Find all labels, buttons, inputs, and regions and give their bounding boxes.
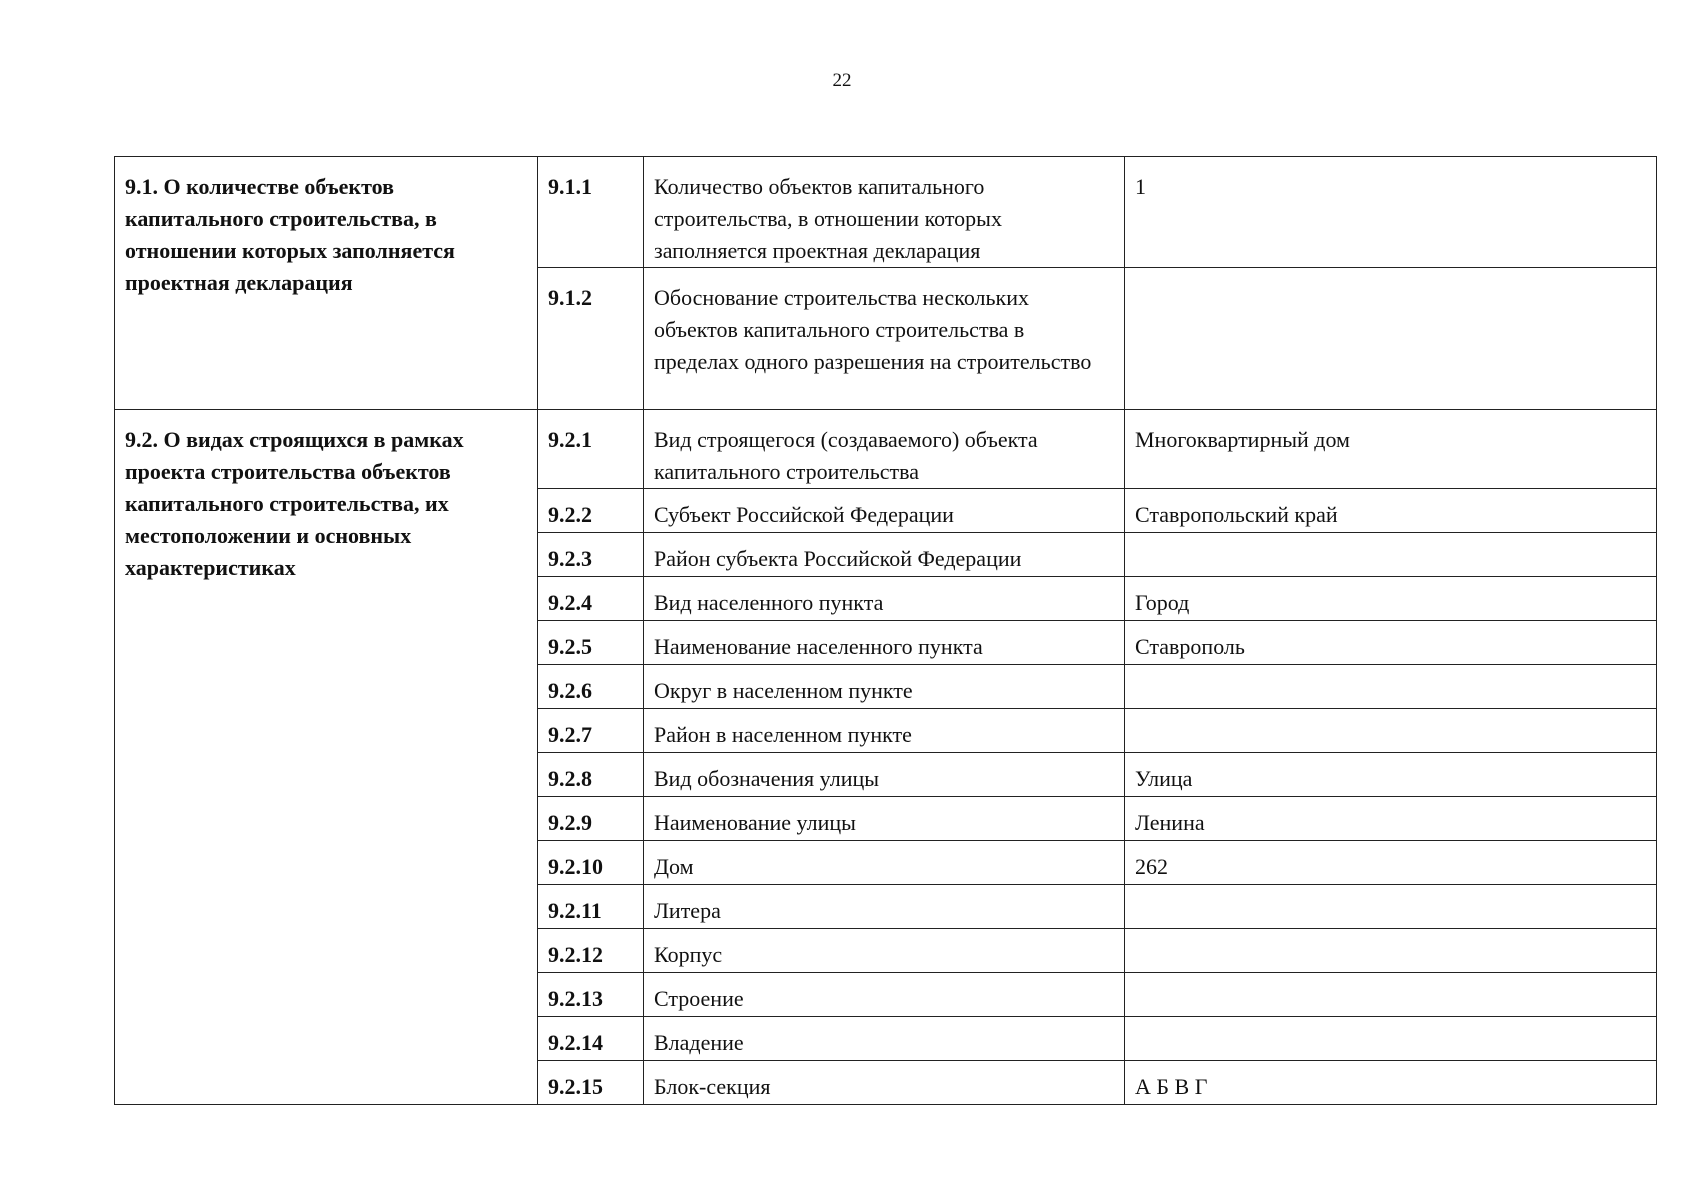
row-code: 9.2.4 (538, 577, 644, 621)
row-value (1125, 533, 1657, 577)
row-label: Округ в населенном пункте (644, 665, 1125, 709)
row-value (1125, 885, 1657, 929)
row-label: Владение (644, 1017, 1125, 1061)
row-label: Вид обозначения улицы (644, 753, 1125, 797)
row-value: 1 (1125, 157, 1657, 268)
row-label: Блок-секция (644, 1061, 1125, 1105)
row-code: 9.2.2 (538, 489, 644, 533)
row-code: 9.2.5 (538, 621, 644, 665)
row-label: Наименование улицы (644, 797, 1125, 841)
row-code: 9.2.7 (538, 709, 644, 753)
table-row (115, 410, 1657, 489)
row-value: Город (1125, 577, 1657, 621)
row-value (1125, 665, 1657, 709)
row-code: 9.2.11 (538, 885, 644, 929)
row-label: Строение (644, 973, 1125, 1017)
row-label: Вид населенного пункта (644, 577, 1125, 621)
row-label: Район субъекта Российской Федерации (644, 533, 1125, 577)
row-code: 9.2.12 (538, 929, 644, 973)
row-code: 9.2.8 (538, 753, 644, 797)
row-label: Субъект Российской Федерации (644, 489, 1125, 533)
row-value: Ставропольский край (1125, 489, 1657, 533)
row-value: А Б В Г (1125, 1061, 1657, 1105)
row-value (1125, 973, 1657, 1017)
declaration-table (114, 156, 1657, 1105)
row-code: 9.2.15 (538, 1061, 644, 1105)
page-number: 22 (832, 70, 852, 91)
row-code: 9.2.10 (538, 841, 644, 885)
row-code: 9.1.1 (538, 157, 644, 268)
row-value: Ленина (1125, 797, 1657, 841)
row-value: Ставрополь (1125, 621, 1657, 665)
row-label: Корпус (644, 929, 1125, 973)
row-code: 9.2.1 (538, 410, 644, 489)
row-value (1125, 1017, 1657, 1061)
row-code: 9.2.9 (538, 797, 644, 841)
section-title: 9.1. О количестве объектов капитального строительства, в отношении которых заполняется проектная декларация (115, 157, 538, 410)
row-label: Обоснование строительства нескольких объектов капитального строительства в пределах одного разрешения на строительство (644, 268, 1125, 410)
row-label: Дом (644, 841, 1125, 885)
row-value (1125, 929, 1657, 973)
row-label: Количество объектов капитального строительства, в отношении которых заполняется проектная декларация (644, 157, 1125, 268)
row-value (1125, 268, 1657, 410)
row-code: 9.2.14 (538, 1017, 644, 1061)
row-code: 9.1.2 (538, 268, 644, 410)
row-value: 262 (1125, 841, 1657, 885)
row-value: Многоквартирный дом (1125, 410, 1657, 489)
row-code: 9.2.6 (538, 665, 644, 709)
row-label: Наименование населенного пункта (644, 621, 1125, 665)
row-label: Вид строящегося (создаваемого) объекта капитального строительства (644, 410, 1125, 489)
row-label: Литера (644, 885, 1125, 929)
row-code: 9.2.3 (538, 533, 644, 577)
section-title: 9.2. О видах строящихся в рамках проекта строительства объектов капитального строительства, их местоположении и основных характеристиках (115, 410, 538, 1105)
row-code: 9.2.13 (538, 973, 644, 1017)
row-value: Улица (1125, 753, 1657, 797)
row-label: Район в населенном пункте (644, 709, 1125, 753)
table-row (115, 157, 1657, 268)
row-value (1125, 709, 1657, 753)
